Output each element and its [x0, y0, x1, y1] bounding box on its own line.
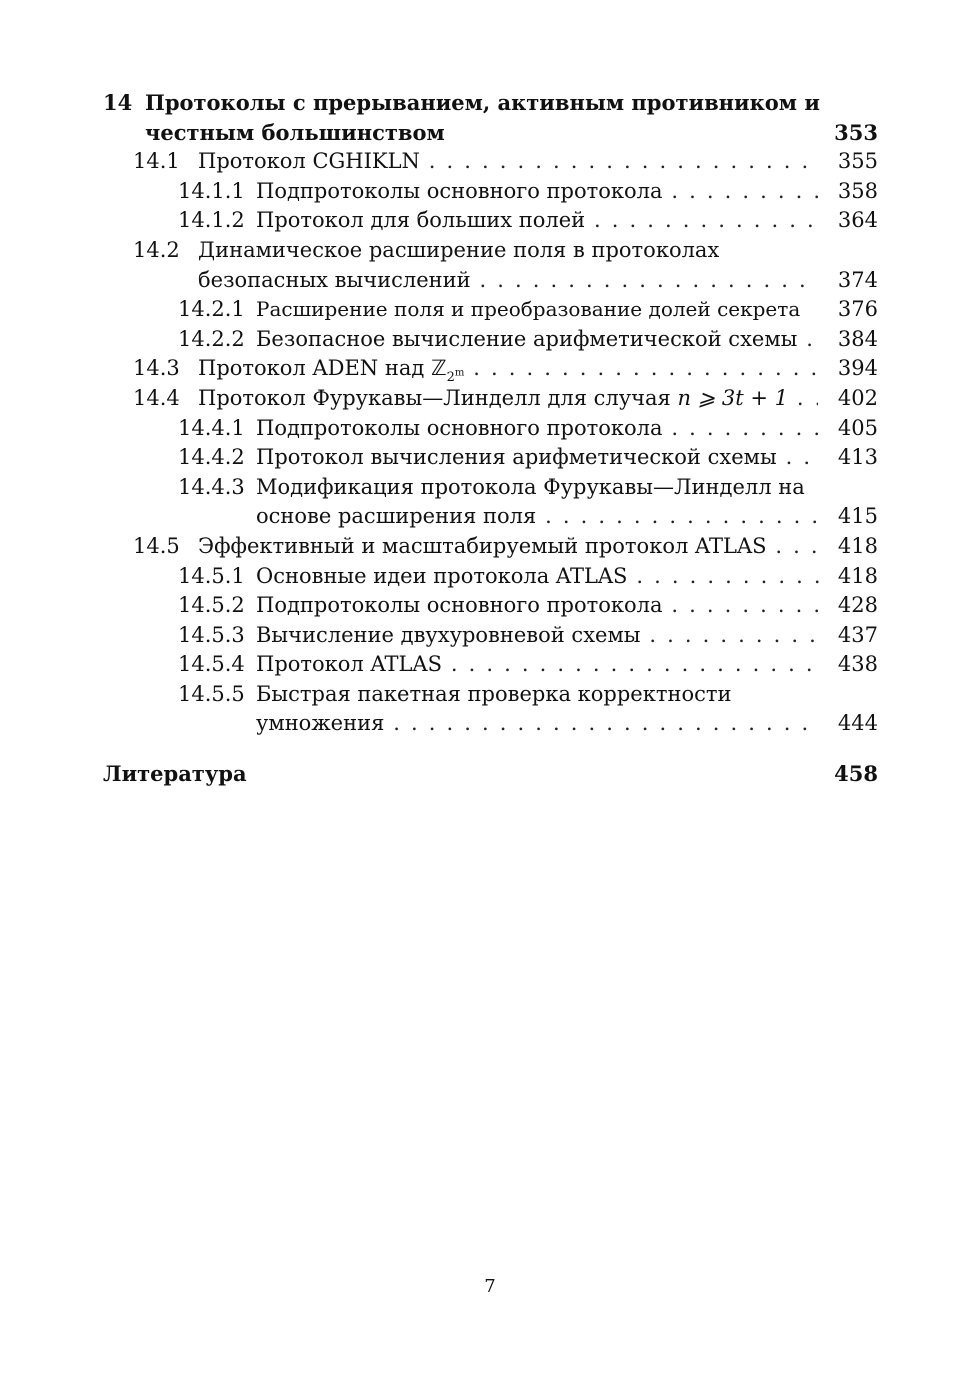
toc-entry-14-5[interactable]	[103, 532, 878, 562]
bibliography-title: Литература	[103, 761, 247, 787]
entry-number: 14.4.2	[178, 445, 245, 470]
subscript-base: 2	[446, 369, 455, 384]
entry-number: 14.4.3	[178, 474, 245, 499]
entry-number: 14.5.1	[178, 563, 245, 588]
toc-entry-14-4-3-line2[interactable]	[103, 502, 878, 532]
entry-title-group	[198, 384, 818, 414]
entry-page: 444	[837, 711, 878, 736]
entry-title: Подпротоколы основного протокола . . .	[256, 177, 819, 207]
entry-title: Безопасное вычисление арифметической схемы . . .	[256, 325, 819, 355]
integers-symbol: ℤ	[430, 356, 447, 381]
entry-number: 14.1.2	[178, 208, 245, 233]
math-subscript	[446, 367, 465, 384]
entry-page: 364	[837, 208, 878, 233]
subscript-exponent: m	[454, 367, 465, 379]
toc-entry-14-5-5-line1[interactable]	[103, 680, 878, 710]
page-number: 7	[484, 1276, 496, 1297]
entry-title: Основные идеи протокола ATLAS . . .	[256, 562, 819, 592]
entry-page: 376	[837, 297, 878, 322]
entry-title-continued: умножения . . .	[256, 709, 819, 739]
toc-entry-14-4-2[interactable]	[103, 443, 878, 473]
toc-entry-14-4[interactable]	[103, 384, 878, 414]
entry-title: Эффективный и масштабируемый протокол ATLAS . . .	[198, 532, 818, 562]
table-of-contents	[103, 88, 878, 789]
entry-title: Протокол CGHIKLN . . .	[198, 147, 818, 177]
entry-page: 413	[837, 445, 878, 470]
entry-title: Динамическое расширение поля в протоколах	[198, 237, 720, 262]
entry-number: 14.2	[133, 237, 180, 262]
entry-page: 405	[837, 415, 878, 440]
entry-page: 418	[837, 533, 878, 558]
toc-entry-14-2-1[interactable]	[103, 295, 878, 325]
chapter-number: 14	[103, 90, 133, 115]
entry-number: 14.4.1	[178, 415, 245, 440]
chapter-page: 353	[834, 119, 878, 145]
toc-entry-14-2-line2[interactable]	[103, 266, 878, 296]
toc-entry-14-5-5-line2[interactable]	[103, 709, 878, 739]
entry-page: 438	[837, 652, 878, 677]
entry-title-continued: безопасных вычислений . . .	[198, 266, 818, 296]
entry-page: 418	[837, 563, 878, 588]
entry-number: 14.3	[133, 356, 180, 381]
entry-title: Подпротоколы основного протокола . . .	[256, 591, 819, 621]
toc-entry-14-1-1[interactable]	[103, 177, 878, 207]
entry-page: 437	[837, 622, 878, 647]
entry-page: 355	[837, 149, 878, 174]
toc-entry-14-5-4[interactable]	[103, 650, 878, 680]
entry-page: 374	[837, 267, 878, 292]
toc-entry-14-1[interactable]	[103, 147, 878, 177]
entry-title: Подпротоколы основного протокола . . .	[256, 414, 819, 444]
entry-title-group	[198, 354, 818, 384]
entry-page: 428	[837, 593, 878, 618]
entry-title: Протокол ADEN над	[198, 356, 425, 381]
entry-title: Протокол для больших полей . . .	[256, 206, 819, 236]
entry-number: 14.1	[133, 149, 180, 174]
entry-page: 394	[837, 356, 878, 381]
entry-number: 14.5.3	[178, 622, 245, 647]
entry-number: 14.5.2	[178, 593, 245, 618]
entry-page: 415	[837, 504, 878, 529]
toc-entry-14-1-2[interactable]	[103, 206, 878, 236]
entry-number: 14.4	[133, 385, 180, 410]
toc-entry-14-3[interactable]	[103, 354, 878, 384]
entry-title: Вычисление двухуровневой схемы . . .	[256, 621, 819, 651]
toc-entry-14-5-3[interactable]	[103, 621, 878, 651]
chapter-title: Протоколы с прерыванием, активным противником и	[145, 90, 820, 115]
entry-number: 14.5.5	[178, 681, 245, 706]
entry-number: 14.5	[133, 533, 180, 558]
entry-number: 14.2.2	[178, 326, 245, 351]
toc-entry-14-5-1[interactable]	[103, 562, 878, 592]
entry-title: Протокол Фурукавы—Линделл для случая	[198, 385, 671, 410]
entry-title: Быстрая пакетная проверка корректности	[256, 681, 732, 706]
condition-formula: n ⩾ 3t + 1	[677, 385, 789, 410]
entry-number: 14.5.4	[178, 652, 245, 677]
chapter-title-continued: честным большинством	[145, 119, 445, 145]
entry-title: Модификация протокола Фурукавы—Линделл на	[256, 474, 805, 499]
toc-entry-14-2-2[interactable]	[103, 325, 878, 355]
entry-title: Протокол вычисления арифметической схемы . . .	[256, 443, 819, 473]
toc-entry-14-4-3-line1[interactable]	[103, 473, 878, 503]
entry-title: Расширение поля и преобразование долей секрета	[256, 297, 801, 322]
toc-chapter-14-line1[interactable]	[103, 88, 878, 118]
entry-title: Протокол ATLAS . . .	[256, 650, 819, 680]
entry-number: 14.1.1	[178, 178, 245, 203]
toc-bibliography[interactable]	[103, 759, 878, 789]
entry-number: 14.2.1	[178, 297, 245, 322]
entry-title-continued: основе расширения поля . . .	[256, 502, 819, 532]
toc-entry-14-4-1[interactable]	[103, 414, 878, 444]
entry-page: 358	[837, 178, 878, 203]
entry-page: 402	[837, 385, 878, 410]
toc-chapter-14-line2[interactable]	[103, 118, 878, 148]
toc-entry-14-5-2[interactable]	[103, 591, 878, 621]
toc-entry-14-2-line1[interactable]	[103, 236, 878, 266]
bibliography-page: 458	[834, 761, 878, 787]
entry-page: 384	[837, 326, 878, 351]
